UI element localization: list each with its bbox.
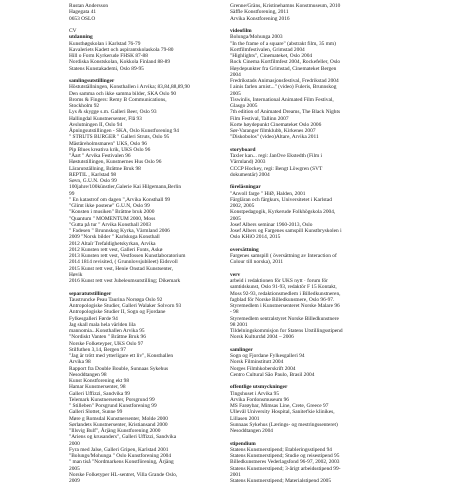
section-heading: separatutstillinger bbox=[69, 290, 112, 297]
cv-entry: Colour till norska), 2011 bbox=[230, 259, 284, 266]
cv-entry: Åpningsutstillingen - SKA, Oslo Kunstforening 94 bbox=[69, 128, 179, 134]
cv-entry: Arvika 98 bbox=[69, 359, 91, 366]
cv-entry: Moss 92-93, redaktionsmedlem i Billedkunstneren, bbox=[230, 290, 341, 297]
cv-entry: "Bolungs/Mohunga " Oslo Kunstforening 2004 bbox=[69, 453, 172, 459]
cv-entry: 2009 bbox=[69, 478, 80, 484]
cv-entry: Färgläran och färgkurs, Universitetet i Karlstad bbox=[230, 196, 332, 203]
section-heading: samlingsutstillinger bbox=[69, 78, 115, 84]
cv-entry: Sør-Varanger filmklubb, Kirkenes 2007 bbox=[230, 128, 316, 134]
cv-entry: Grenne/Gräns, Kristinehamns Konstmuseum, 2010 bbox=[230, 3, 341, 9]
cv-entry: Kortfilmfestivalen, Grimstad 2004 bbox=[230, 46, 305, 53]
cv-entry: - 98 bbox=[230, 309, 239, 316]
cv-entry: Säffle Konstforening, 2011 bbox=[230, 9, 289, 16]
cv-entry: Pip Blues kreativa krik, UKS Oslo 96 bbox=[69, 146, 151, 153]
cv-entry: "Åart " Arvika Festivalen 96 bbox=[69, 153, 131, 159]
cv-entry: Ullevål University Hospital, Sanitet'kie klinikes, bbox=[230, 409, 335, 416]
cv-entry: Korte høydepunkt Cinemateket Oslo 2006 bbox=[230, 121, 322, 128]
cv-entry: mannomia...Konsthallen Arvika 95 bbox=[69, 328, 145, 334]
cv-entry: 2002, 2005 bbox=[230, 203, 255, 209]
cv-entry: Styremedlem sentralstyret Norske Billedkunstnere bbox=[230, 315, 339, 322]
section-heading: oversättning bbox=[230, 246, 259, 253]
cv-entry: Den samma och ikke samma bilder, SKA Oslo 90 bbox=[69, 90, 177, 97]
cv-entry: Tiswinlis, International Animated Film Festival, bbox=[230, 96, 334, 103]
cv-entry: Norsk Filminstitutt 2004 bbox=[230, 359, 284, 366]
cv-entry: Broms & Fingers: Remy B Communications, bbox=[69, 96, 167, 103]
section-heading: storyboard bbox=[230, 146, 256, 153]
cv-entry: "Diskobolos" (video)Altare, Arvika 2011 bbox=[230, 134, 319, 141]
cv-entry: Høydepunkter fra Grimstad, Cinemateket Bergen bbox=[230, 65, 337, 72]
section-heading: föreläsningar bbox=[230, 184, 261, 191]
section-heading: samlinger bbox=[230, 346, 253, 353]
cv-entry: REPTIL , Karlstad 98 bbox=[69, 171, 117, 178]
cv-entry: 2015 Kunst rett vest, Henie Onstad Kunstsenter, bbox=[69, 265, 173, 272]
cv-entry: 2000 bbox=[69, 440, 80, 447]
cv-entry: 2005 bbox=[69, 465, 80, 472]
cv-entry: Sunnaas Sykehus (Lærings- og mestringssenteret) bbox=[230, 421, 338, 428]
cv-entry: Fyra med Jalse, Galleri Gripen, Karlstad 2001 bbox=[69, 446, 169, 453]
cv-entry: Höstutställningen, Konsthallen i Arvika; 83,84,88,89,90 bbox=[69, 84, 190, 91]
cv-entry: Søvn, G.U.N. Oslo 99 bbox=[69, 178, 117, 184]
cv-entry: Hagegata 41 bbox=[69, 9, 97, 16]
cv-entry: Mäståreholmsmaren" UKS, Oslo 96 bbox=[69, 140, 147, 147]
cv-entry: Nesoddtangen 2004 bbox=[230, 428, 273, 434]
cv-entry: Rustan Andersson bbox=[69, 3, 109, 9]
cv-entry: " Stilleben" Porsgrund Kunstforening 99 bbox=[69, 403, 157, 409]
cv-entry: Tingshuset i Arvika 95 bbox=[230, 390, 280, 397]
cv-entry: Hill o Form Kyrkerude FHSK 87-88 bbox=[69, 53, 148, 59]
cv-entry: Avslutningen II, Oslo 94 bbox=[69, 121, 123, 128]
cv-entry: "Illsvig Bulf", Årjäng Kunstforening 2000 bbox=[69, 428, 161, 434]
cv-entry: Antropologiske Studier, Galleri Walaker Solvorn 93 bbox=[69, 303, 182, 309]
cv-entry: MS Farøybar, Mimsas Line, Crete, Greece 97 bbox=[230, 403, 329, 409]
cv-entry: Norges Filmhkoberskrift 2004 bbox=[230, 365, 296, 372]
section-heading: offentlige utsmyckninger bbox=[230, 384, 288, 391]
cv-entry: Fredrikstads Animasjonsfestival, Fredrikstad 2004 bbox=[230, 78, 339, 84]
cv-entry: dokumentär) 2004 bbox=[230, 171, 270, 178]
cv-entry: Kavaleriets Kadett och aspirantskolaskola 79-80 bbox=[69, 46, 174, 53]
cv-entry: Taxler kan... regi: JanOve Ekstedth (Film i bbox=[230, 153, 322, 159]
cv-entry: 2012 Kunsten rett vest, Galleri Fonts, Askø bbox=[69, 246, 163, 253]
left-column bbox=[69, 3, 229, 484]
cv-entry: Stilfuthen 3,14, Bergen 97 bbox=[69, 346, 126, 353]
cv-entry: fagblad för Norske Billedkunstnere, Oslo 96-97. bbox=[230, 296, 335, 303]
cv-entry: 2005 bbox=[230, 215, 241, 222]
cv-entry: Statens Kunstnerstipend; 3-årigt arbeidsstipend 99- bbox=[230, 465, 341, 472]
right-column bbox=[230, 3, 390, 484]
cv-entry: 0653 OSLO bbox=[69, 15, 96, 22]
cv-entry: Statens Kunstnerstipend; Materialstipend 2005 bbox=[230, 478, 332, 484]
cv-entry: "Jag är trött med ytterligare ett liv", Konsthallen bbox=[69, 353, 174, 359]
cv-entry: Glasgo 2005 bbox=[230, 103, 258, 109]
cv-entry: Rapport fra Double Bouble, Sunnaas Sykehus bbox=[69, 365, 169, 372]
cv-entry: Lillasen 2001 bbox=[230, 415, 260, 422]
cv-entry: Kunst Konstforening ekt 98 bbox=[69, 378, 130, 384]
cv-entry: Lys & skygge s.m. Galleri Beer, Oslo 93 bbox=[69, 109, 157, 116]
cv-entry: Statens Kunstakademi, Oslo 89-95 bbox=[69, 65, 144, 72]
cv-entry: Styremedlem i Kunstnersenteret Norske Malare 96 bbox=[230, 303, 340, 309]
cv-entry: Tildelningskommisjon for Statens Utstillingsstipend bbox=[230, 328, 343, 334]
cv-entry: Oslo KHiO 2014, 2015 bbox=[230, 234, 281, 241]
cv-entry: Jag skall mala hela världen lila bbox=[69, 321, 136, 328]
cv-entry: Statens Kunstnerstipend; Studie og reisestipend 95 bbox=[230, 453, 340, 459]
section-heading: verv bbox=[230, 271, 241, 278]
cv-entry: Bolunga/Mohunga 2003 bbox=[230, 34, 283, 41]
cv-entry: Høstutstillingen, Kunstnernes Hus Oslo 96 bbox=[69, 159, 162, 166]
cv-entry: "Glimt ikke postene" G.U.N, Oslo 99 bbox=[69, 203, 150, 209]
cv-entry: "Quantum " MOMENTUM 2000, Moss bbox=[69, 215, 156, 222]
cv-entry: 98 2001 bbox=[230, 321, 248, 328]
cv-entry: arbeid i redaktionen för UKS nytt · forum för bbox=[230, 278, 328, 284]
cv-entry: Norske Folketeyper, UKS Oslo 97 bbox=[69, 340, 144, 347]
cv-entry: "Anvoll farge " HiØ, Halden, 2001 bbox=[230, 190, 306, 197]
cv-entry: " En katastrof om dagen ",Arvika Konsthall 99 bbox=[69, 196, 171, 203]
cv-entry: 2004 bbox=[230, 71, 241, 78]
cv-entry: 2001 bbox=[230, 471, 241, 478]
cv-entry: Taustruncke Peau Taurina Norrøga Oslo 92 bbox=[69, 296, 163, 303]
cv-entry: Norske Folketyper HL-sentret, Villa Grande Oslo, bbox=[69, 471, 178, 478]
cv-entry: Stockholm 92 bbox=[69, 103, 100, 109]
cv-entry: Nordiska Konstskolan, Kokkola Finland 88-89 bbox=[69, 59, 171, 66]
cv-entry: Hallingdal Kunstnersenter, Flå 93 bbox=[69, 115, 142, 122]
cv-entry: "Highlights", Cinemateket, Oslo 2004 bbox=[230, 53, 313, 59]
cv-entry: Konstpedagogik, Kyrkerude Folkhögskola 2004, bbox=[230, 209, 336, 216]
cv-entry: 99 bbox=[69, 190, 75, 197]
cv-entry: Josef Albers seminar 1960-2013, Oslo bbox=[230, 221, 313, 228]
section-heading: utdanning bbox=[69, 34, 93, 41]
cv-entry: CCCP Hockey, regi: Bengt Löwgren (SVT bbox=[230, 165, 323, 172]
cv-entry: samtidskunst, Oslo 91-93, redaktör F 15 Kontakt, bbox=[230, 284, 337, 291]
cv-entry: Galleri Slottet, Sunne 99 bbox=[69, 409, 123, 416]
cv-entry: Møre g Romsdal Kunstnersenter, Molde 2000 bbox=[69, 415, 168, 422]
cv-entry: Sørlandets Kunstnersenter, Kristiansand 2000 bbox=[69, 421, 168, 428]
cv-entry: Galleri Uffizzi, Sandvika 99 bbox=[69, 390, 130, 397]
cv-entry: Hamar Kunstnersenter, 98 bbox=[69, 384, 126, 391]
cv-entry: Rock Cinema Kortfilmfest 2004, Rockefeller, Oslo bbox=[230, 59, 341, 66]
cv-entry: Lärarutställning, Brättne Bruk 98 bbox=[69, 165, 141, 172]
cv-entry: 2012 Altaïr Trefaldighetskyrkan, Arvika bbox=[69, 240, 156, 247]
section-heading: stipendium bbox=[230, 440, 256, 447]
cv-entry: " STRUTS BURGER " Galleri Struts, Oslo 95 bbox=[69, 134, 170, 141]
cv-entry: "Ariens og krusanders", Galleri Uffizzi, Sandvika bbox=[69, 434, 177, 441]
cv-entry: "Nordiskt Vanten " Brättne Bruk 96 bbox=[69, 334, 146, 341]
cv-entry: 2013 Kunsten rett vest, Vestfossen Kunstlaboratorium bbox=[69, 253, 186, 259]
cv-entry: Telemark Kunstnersenter, Porsgrund 99 bbox=[69, 396, 155, 403]
cv-entry: Statens Kunstnerstipend; Etableringsstipend 94 bbox=[230, 446, 332, 453]
cv-entry: Kunsthøgskolan i Karlstad 76-79 bbox=[69, 40, 141, 47]
cv-entry: Norsk Kulturråd 2004 – 2006 bbox=[230, 334, 294, 341]
cv-entry: Nesoddtangen 98 bbox=[69, 371, 107, 378]
cv-entry: "Konsten i musiken" Brättne bruk 2000 bbox=[69, 209, 155, 216]
cv-entry: Billedkunstneres Vederlagsfond 96-97, 2002, 2003 bbox=[230, 459, 340, 466]
cv-entry: 2016 Kunst rett vest Jubeleumsutstilling; Dikemark bbox=[69, 278, 181, 284]
cv-entry: Fargenes samspill ( översättning av Interaction of bbox=[230, 253, 337, 259]
cv-entry: Sogn og Fjordane Fylkesgalleri 94 bbox=[230, 353, 305, 359]
cv-entry: Centro Cultural São Paulo, Brasil 2004 bbox=[230, 371, 315, 378]
cv-entry: "Gutta på tur " Arvika Konsthall 2003 bbox=[69, 221, 151, 228]
cv-entry: 100jahre/100künstler,Galerie Kai Hilgemann,Berlin bbox=[69, 184, 182, 191]
cv-entry: "In the frame of a square" (abstrakt film, 35 mm) bbox=[230, 40, 336, 47]
cv-entry: Josef Albers og Fargenes samspill Kunstbryskolen i bbox=[230, 228, 342, 234]
cv-entry: 2014 1814 revisited, ( Grunnlovsjubileet) Eidsvoll bbox=[69, 259, 178, 266]
cv-entry: Høvik bbox=[69, 271, 83, 278]
cv-entry: 2009 "Norsk bilder " Karlskoga Konsthall bbox=[69, 234, 160, 241]
cv-entry: 7th edition of Animated Dreams, The Black Nights bbox=[230, 109, 341, 116]
cv-entry: Film Festival, Tallinn 2007 bbox=[230, 115, 289, 122]
cv-entry: I ainis farlen arnist..." (video) Fuleris, Brunnskog bbox=[230, 84, 337, 91]
cv-entry: 2005 bbox=[230, 90, 241, 97]
cv-entry: " Fadesen " Brunnskog Kyrka, Värmland 2006 bbox=[69, 228, 170, 234]
cv-entry: " man tiså "Nordmarkens Konstförening, Årjäng bbox=[69, 459, 174, 466]
cv-entry: Arvika Fordonsmuseum 96 bbox=[230, 396, 289, 403]
cv-entry: Arvika Konstforening 2016 bbox=[230, 15, 290, 22]
section-heading: videofilm bbox=[230, 28, 252, 34]
cv-entry: Värmland) 2003 bbox=[230, 159, 266, 166]
cv-entry: CV bbox=[69, 28, 77, 34]
cv-entry: Antropologiske Studier II, Sogn og Fjordane bbox=[69, 309, 166, 316]
cv-entry: Fylkesgalleri Førde 94 bbox=[69, 315, 118, 322]
